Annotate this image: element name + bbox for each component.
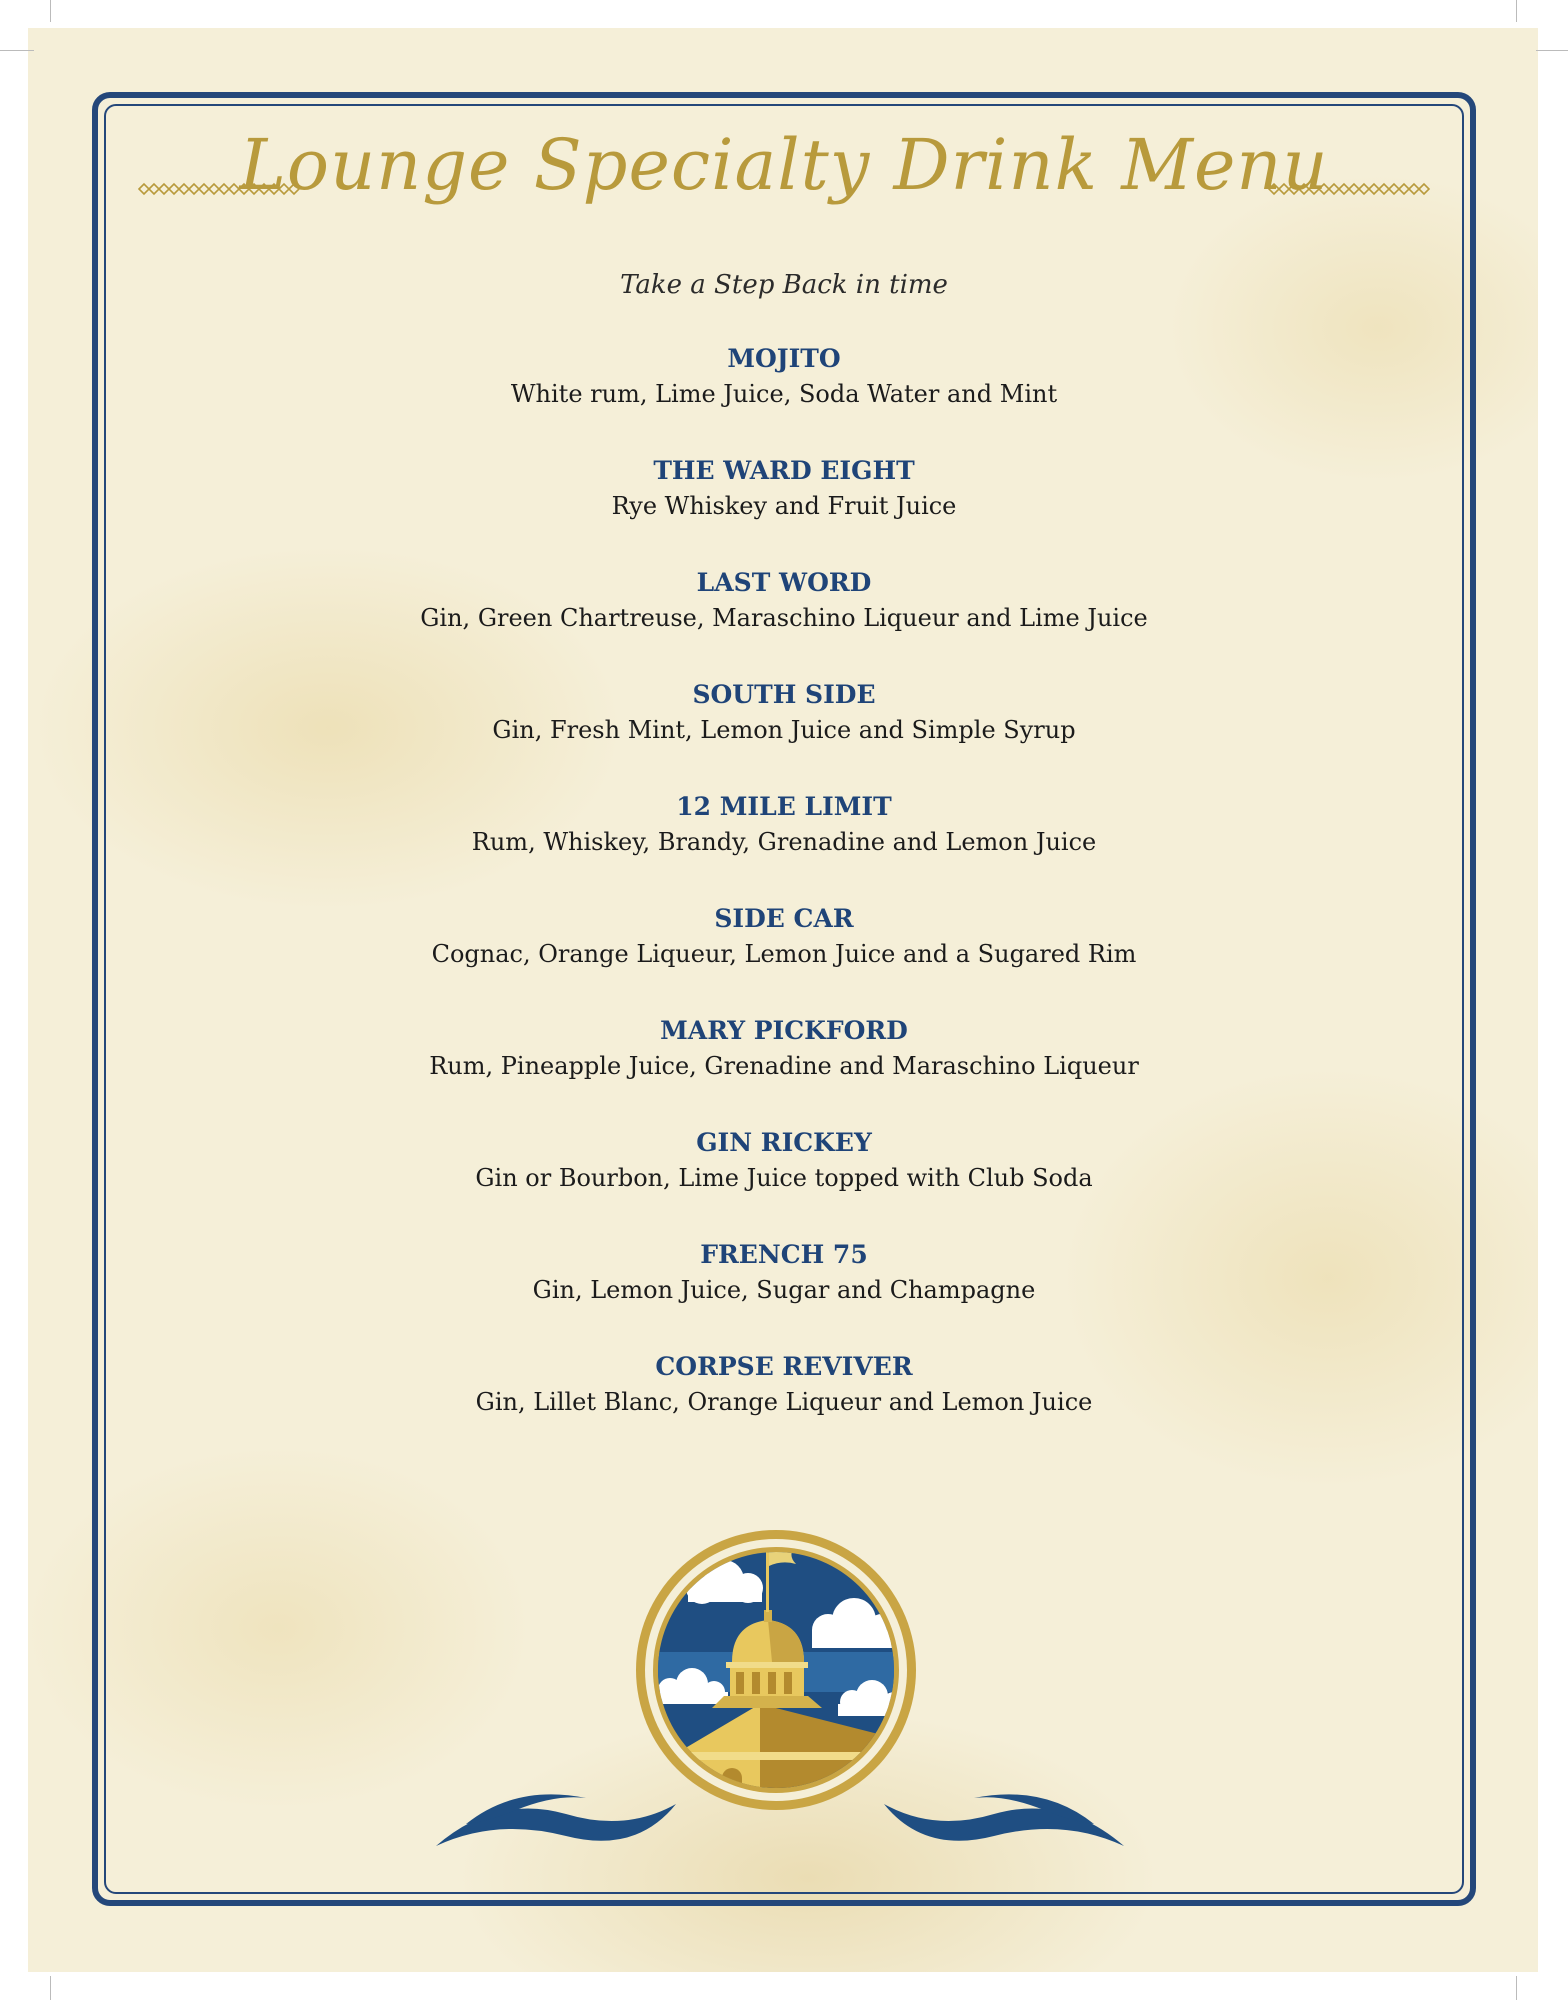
drink-description: Gin, Fresh Mint, Lemon Juice and Simple Syrup (492, 716, 1076, 744)
drink-description: Rye Whiskey and Fruit Juice (611, 492, 957, 520)
menu-item (0, 343, 1568, 413)
drink-description: Gin, Lillet Blanc, Orange Liqueur and Lemon Juice (475, 1388, 1093, 1416)
drink-name: FRENCH 75 (700, 1240, 868, 1269)
crop-mark-top-left-v (50, 0, 51, 22)
drink-name: LAST WORD (696, 568, 872, 597)
menu-item (0, 1127, 1568, 1197)
wave-icon (436, 1784, 676, 1854)
menu-item (0, 567, 1568, 637)
page-title: Lounge Specialty Drink Menu (239, 124, 1329, 206)
drink-description: Gin, Green Chartreuse, Maraschino Liqueur and Lime Juice (420, 604, 1148, 632)
drink-description: Gin or Bourbon, Lime Juice topped with Club Soda (475, 1164, 1093, 1192)
menu-item (0, 1239, 1568, 1309)
drink-description: Rum, Whiskey, Brandy, Grenadine and Lemon Juice (471, 828, 1097, 856)
menu-item (0, 791, 1568, 861)
crop-mark-top-left-h (0, 50, 34, 51)
menu-item (0, 679, 1568, 749)
crop-mark-bottom-right-v (1516, 1976, 1517, 2000)
menu-item (0, 1351, 1568, 1421)
lighthouse-dome-emblem-icon (632, 1526, 920, 1814)
drink-name: GIN RICKEY (696, 1128, 872, 1157)
drink-description: Gin, Lemon Juice, Sugar and Champagne (532, 1276, 1036, 1304)
drink-name: MARY PICKFORD (660, 1016, 908, 1045)
menu-item (0, 1015, 1568, 1085)
drink-name: CORPSE REVIVER (655, 1352, 913, 1381)
crop-mark-bottom-left-v (50, 1976, 51, 2000)
page-subtitle: Take a Step Back in time (620, 270, 948, 300)
wave-icon (884, 1784, 1124, 1854)
drink-name: SIDE CAR (714, 904, 854, 933)
drink-name: THE WARD EIGHT (653, 456, 915, 485)
drink-description: Rum, Pineapple Juice, Grenadine and Maraschino Liqueur (429, 1052, 1139, 1080)
crop-mark-top-right-v (1516, 0, 1517, 22)
drink-name: 12 MILE LIMIT (676, 792, 892, 821)
drink-name: SOUTH SIDE (692, 680, 876, 709)
drink-name: MOJITO (727, 344, 841, 373)
drink-description: White rum, Lime Juice, Soda Water and Mint (510, 380, 1058, 408)
menu-item (0, 903, 1568, 973)
drink-description: Cognac, Orange Liqueur, Lemon Juice and a Sugared Rim (431, 940, 1137, 968)
crop-mark-top-right-h (1536, 50, 1568, 51)
menu-item (0, 455, 1568, 525)
